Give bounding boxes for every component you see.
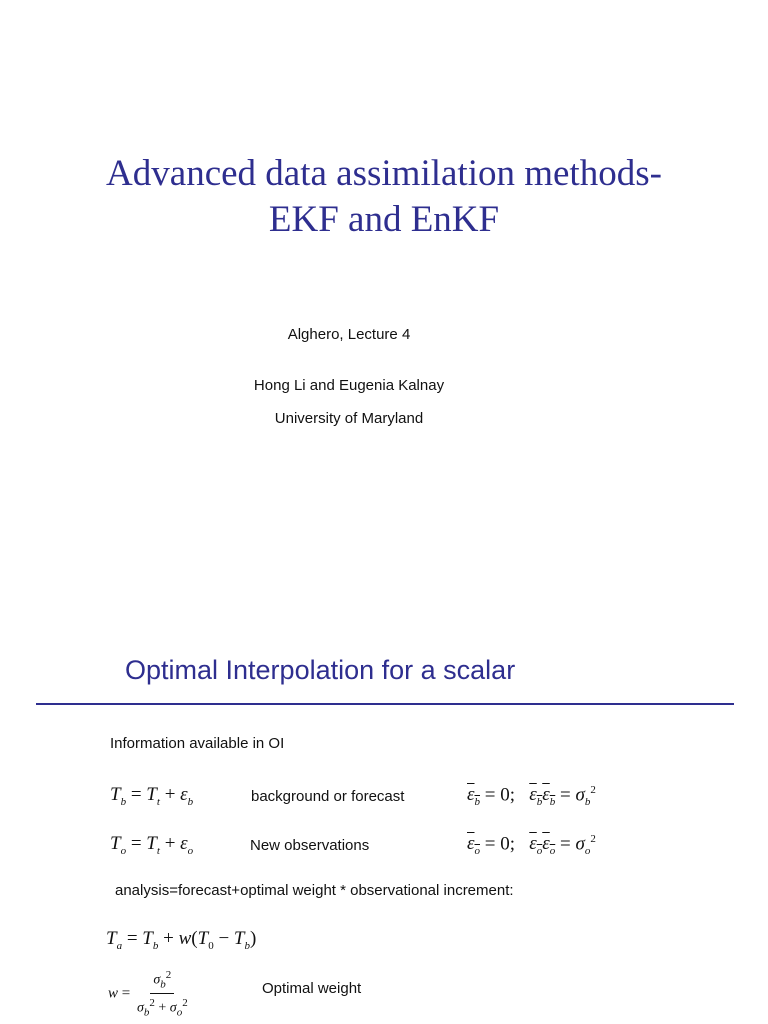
background-error-stats: $\varepsilon_b = 0$; $\varepsilon_b\varepsilon_b = \sigma_b^2$ (467, 784, 596, 809)
background-equation: $T_b = T_t + \varepsilon_b$ (110, 784, 194, 808)
slide-title-line1: Advanced data assimilation methods- (106, 153, 662, 194)
weight-equation: w = $\frac{\sigma_b^2}{\sigma_b^2 + \sigma_o^2}$ (108, 966, 191, 1022)
analysis-equation: $T_a = T_b + w(T_0 - T_b)$ (106, 928, 257, 952)
observation-label: New observations (250, 837, 370, 854)
background-label: background or forecast (251, 788, 405, 805)
observation-error-stats: $\varepsilon_o = 0$; $\varepsilon_o\varepsilon_o = \sigma_o^2$ (467, 833, 596, 858)
lecture-label: Alghero, Lecture 4 (287, 326, 411, 343)
slide2-heading: Optimal Interpolation for a scalar (125, 655, 516, 685)
heading-divider (36, 703, 734, 705)
authors-label: Hong Li and Eugenia Kalnay (253, 377, 445, 394)
weight-label: Optimal weight (262, 980, 362, 997)
intro-text: Information available in OI (110, 735, 285, 752)
observation-equation: $T_o = T_t + \varepsilon_o$ (110, 833, 194, 857)
analysis-text: analysis=forecast+optimal weight * observational increment: (115, 882, 514, 899)
affiliation-label: University of Maryland (274, 410, 424, 427)
slide-title-line2: EKF and EnKF (268, 199, 500, 240)
